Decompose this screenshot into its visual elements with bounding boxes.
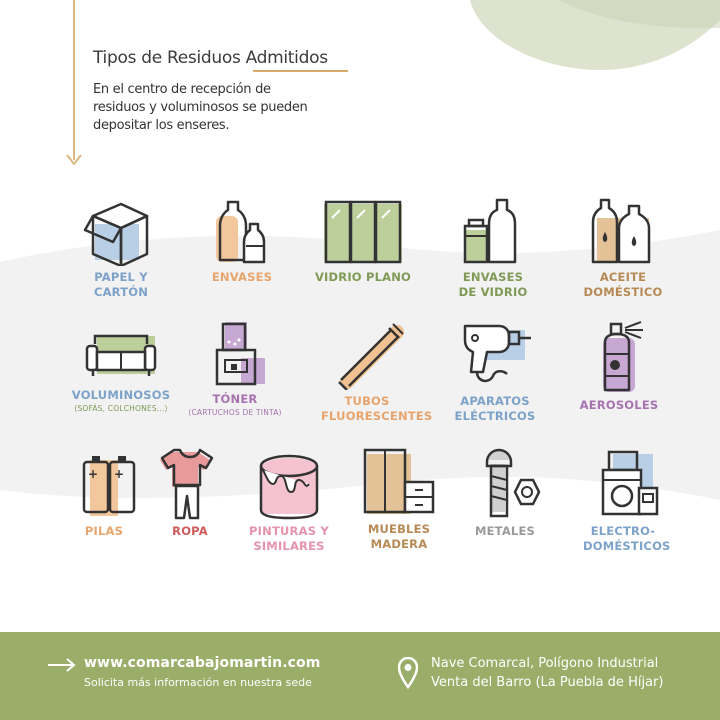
website-link[interactable]: www.comarcabajomartin.com bbox=[84, 655, 321, 671]
item-label: VOLUMINOSOS bbox=[71, 388, 171, 402]
item-label: ENVASES bbox=[211, 270, 273, 284]
item-label: ACEITE DOMÉSTICO bbox=[583, 270, 663, 299]
item-label: APARATOS ELÉCTRICOS bbox=[454, 394, 536, 423]
appliances-icon bbox=[583, 448, 663, 520]
item-label: MUEBLES MADERA bbox=[367, 522, 431, 551]
bolt-nut-icon bbox=[465, 446, 545, 520]
glass-panes-icon bbox=[318, 196, 408, 266]
clothes-icon bbox=[150, 446, 230, 520]
title-underline bbox=[253, 70, 348, 72]
paint-can-icon bbox=[249, 450, 329, 520]
down-arrow-icon bbox=[66, 153, 82, 167]
item-label: TÓNER bbox=[212, 392, 258, 406]
item-vidrio-plano bbox=[298, 196, 428, 285]
item-tubos bbox=[302, 320, 432, 424]
fluorescent-tube-icon bbox=[327, 320, 407, 390]
item-envases-vidrio bbox=[428, 196, 558, 300]
address-line-1: Nave Comarcal, Polígono Industrial bbox=[431, 656, 659, 671]
item-label: TUBOS FLUORESCENTES bbox=[321, 394, 433, 423]
item-label: AEROSOLES bbox=[579, 398, 659, 412]
sofa-icon bbox=[81, 322, 161, 384]
item-metales bbox=[440, 446, 570, 539]
glass-jars-icon bbox=[453, 196, 533, 266]
drill-icon bbox=[455, 320, 535, 390]
arrow-right-icon bbox=[48, 658, 76, 672]
item-aerosoles bbox=[554, 320, 684, 413]
item-label: ROPA bbox=[172, 524, 208, 538]
box-icon bbox=[81, 196, 161, 266]
address-line-2: Venta del Barro (La Puebla de Híjar) bbox=[431, 675, 664, 690]
item-aparatos bbox=[430, 320, 560, 424]
oil-bottles-icon bbox=[583, 196, 663, 266]
item-label: PAPEL Y CARTÓN bbox=[93, 270, 149, 299]
item-label: VIDRIO PLANO bbox=[314, 270, 412, 284]
item-aceite bbox=[558, 196, 688, 300]
item-label: ENVASES DE VIDRIO bbox=[458, 270, 528, 299]
item-sublabel: (SOFÁS, COLCHONES...) bbox=[74, 404, 168, 413]
bottles-icon bbox=[202, 196, 282, 266]
arrow-line bbox=[73, 0, 75, 160]
item-electrodomesticos bbox=[558, 448, 688, 554]
address bbox=[431, 654, 663, 692]
page-title: Tipos de Residuos Admitidos bbox=[93, 48, 328, 68]
item-label: PINTURAS Y SIMILARES bbox=[249, 524, 329, 553]
item-label: ELECTRO- DOMÉSTICOS bbox=[583, 524, 671, 553]
item-papel-carton bbox=[56, 196, 186, 300]
location-pin-icon bbox=[398, 657, 418, 689]
svg-text:+: + bbox=[114, 467, 125, 481]
item-toner bbox=[170, 320, 300, 417]
item-sublabel: (CARTUCHOS DE TINTA) bbox=[188, 408, 282, 417]
item-label: PILAS bbox=[84, 524, 124, 538]
wardrobe-icon bbox=[359, 446, 439, 518]
item-envases bbox=[177, 196, 307, 285]
toner-icon bbox=[195, 320, 275, 388]
page-description: En el centro de recepción de residuos y voluminosos se pueden depositar los enseres. bbox=[93, 82, 308, 133]
footer-info: Solicita más información en nuestra sede bbox=[84, 676, 312, 689]
item-label: METALES bbox=[474, 524, 536, 538]
item-voluminosos bbox=[56, 322, 186, 413]
svg-text:+: + bbox=[88, 467, 99, 481]
aerosol-icon bbox=[579, 320, 659, 394]
